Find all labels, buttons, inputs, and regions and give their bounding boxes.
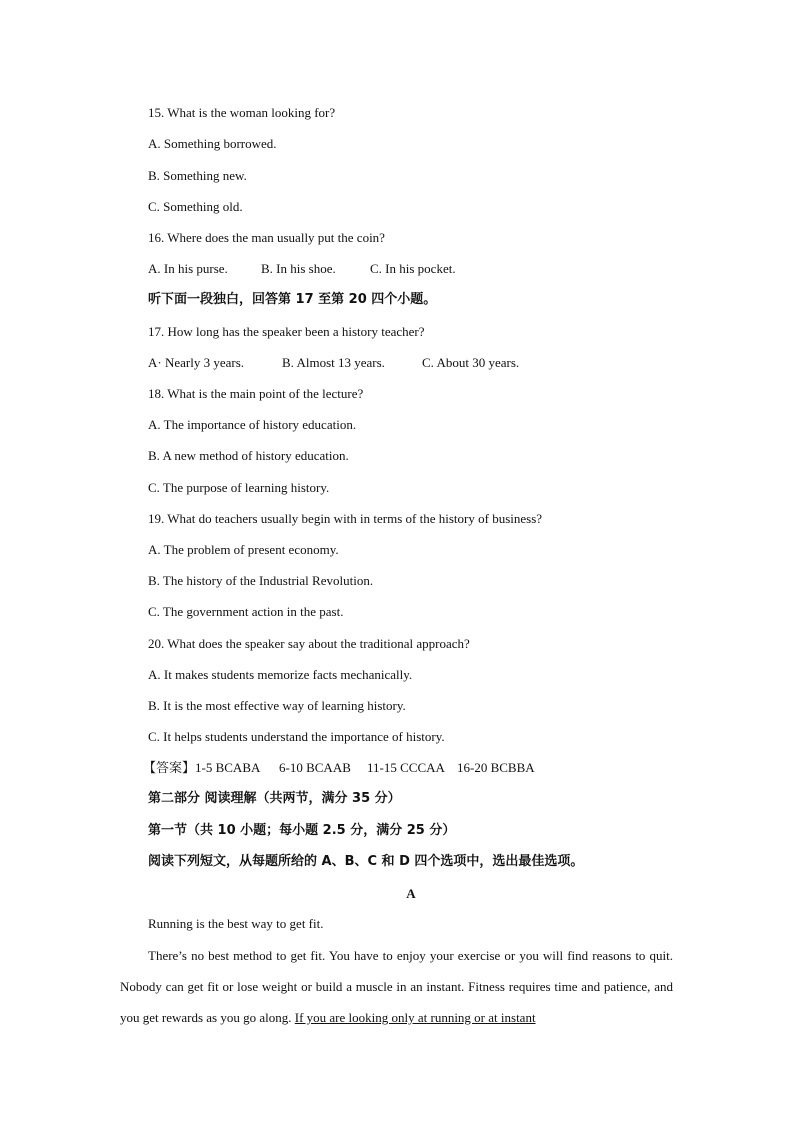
question-17-prompt: 17. How long has the speaker been a history teacher?	[148, 324, 425, 339]
section-part-heading: 第二部分 阅读理解（共两节，满分 35 分）	[148, 791, 401, 806]
passage-paragraph	[120, 940, 673, 1033]
passage-paragraph-text: There’s no best method to get fit. You have to enjoy your exercise or you will find reasons to quit. Nobody can get fit or lose weight or build a muscle in an instant. Fitness requires time and patience, and you get rewards as you go along.	[120, 948, 673, 1025]
question-17-option-b: B. Almost 13 years.	[282, 355, 385, 370]
question-19-option-a: A. The problem of present economy.	[148, 542, 339, 557]
question-15-prompt: 15. What is the woman looking for?	[148, 105, 336, 120]
question-17-option-a: A· Nearly 3 years.	[148, 355, 245, 370]
question-20-option-c: C. It helps students understand the importance of history.	[148, 729, 445, 744]
listening-instruction: 听下面一段独白，回答第 17 至第 20 四个小题。	[148, 292, 437, 307]
question-15-option-c: C. Something old.	[148, 199, 243, 214]
question-19-prompt: 19. What do teachers usually begin with in terms of the history of business?	[148, 511, 543, 526]
passage-underlined-sentence: If you are looking only at running or at instant	[294, 1010, 536, 1025]
question-17-option-c: C. About 30 years.	[422, 355, 520, 370]
question-16-option-a: A. In his purse.	[148, 261, 228, 276]
passage-heading: A	[406, 886, 416, 901]
question-16-option-c: C. In his pocket.	[370, 261, 456, 276]
question-19-option-b: B. The history of the Industrial Revolution.	[148, 573, 374, 588]
question-20-option-b: B. It is the most effective way of learning history.	[148, 698, 406, 713]
reading-instruction: 阅读下列短文，从每题所给的 A、B、C 和 D 四个选项中，选出最佳选项。	[148, 854, 584, 869]
section-one-heading: 第一节（共 10 小题；每小题 2.5 分，满分 25 分）	[148, 823, 456, 838]
question-20-option-a: A. It makes students memorize facts mechanically.	[148, 667, 413, 682]
question-16-options	[148, 261, 456, 277]
answer-group-2: 6-10 BCAAB	[279, 760, 351, 775]
question-18-option-a: A. The importance of history education.	[148, 417, 357, 432]
question-20-prompt: 20. What does the speaker say about the traditional approach?	[148, 636, 470, 651]
question-16-option-b: B. In his shoe.	[261, 261, 336, 276]
question-19-option-c: C. The government action in the past.	[148, 604, 344, 619]
question-18-option-c: C. The purpose of learning history.	[148, 480, 330, 495]
question-17-options	[148, 355, 519, 371]
question-15-option-b: B. Something new.	[148, 168, 247, 183]
answer-key	[143, 760, 535, 777]
answer-group-1: 1-5 BCABA	[195, 760, 261, 775]
answer-group-4: 16-20 BCBBA	[457, 760, 535, 775]
answer-group-3: 11-15 CCCAA	[367, 760, 445, 775]
question-18-prompt: 18. What is the main point of the lecture?	[148, 386, 364, 401]
question-18-option-b: B. A new method of history education.	[148, 448, 349, 463]
question-15-option-a: A. Something borrowed.	[148, 136, 277, 151]
passage-title-line: Running is the best way to get fit.	[148, 916, 324, 931]
question-16-prompt: 16. Where does the man usually put the coin?	[148, 230, 385, 245]
answer-label: 【答案】	[143, 761, 196, 776]
